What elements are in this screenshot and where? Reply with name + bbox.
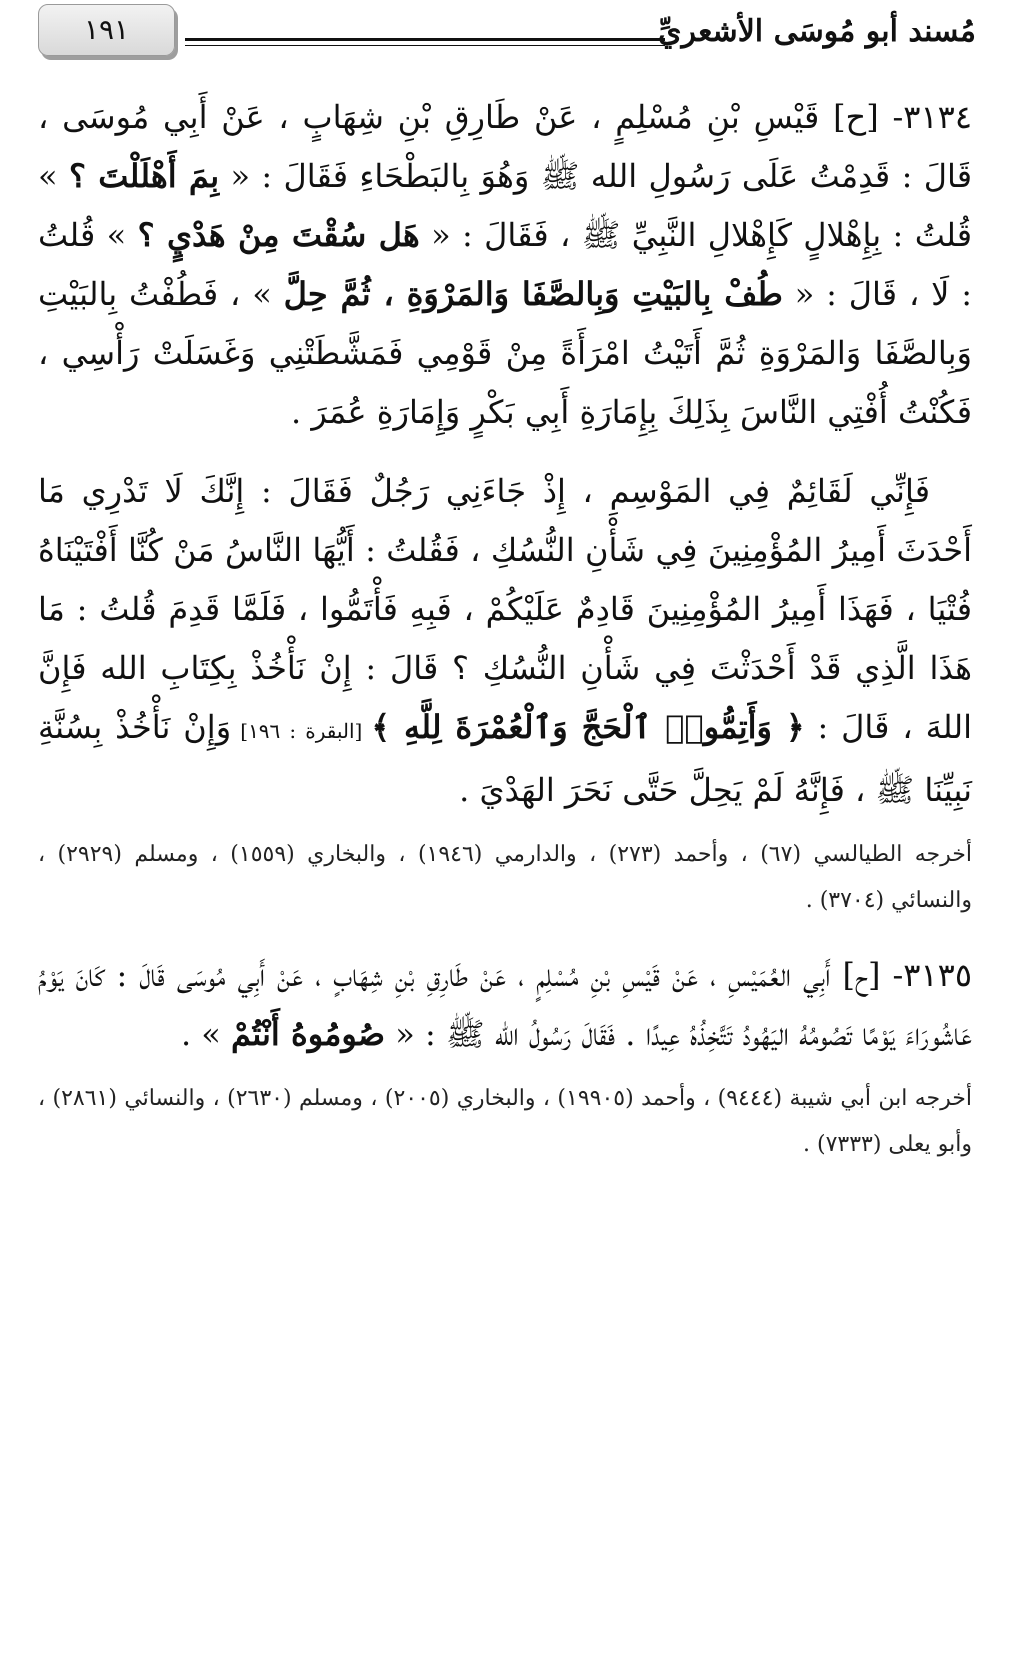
hadith-text: [ح] قَيْسِ بْنِ مُسْلِمٍ ، عَنْ طَارِقِ بْنِ شِهَابٍ ، عَنْ أَبِي مُوسَى ، قَالَ : قَدِمْتُ عَلَى رَسُولِ الله ﷺ وَهُوَ بِالبَطْحَاءِ فَقَالَ : « xyxy=(38,98,973,195)
header-rule-thin xyxy=(185,45,665,46)
hadith-3135-paragraph xyxy=(38,946,972,1064)
hadith-number: ٣١٣٤- xyxy=(892,98,972,136)
running-title: مُسند أبو مُوسَى الأشعريِّ xyxy=(658,14,976,49)
page-number: ١٩١ xyxy=(38,4,175,56)
hadith-3134-takhrij: أخرجه الطيالسي (٦٧) ، وأحمد (٢٧٣) ، والدارمي (١٩٤٦) ، والبخاري (١٥٥٩) ، ومسلم (٢٩٢٩) ، والنسائي (٣٧٠٤) . xyxy=(38,842,972,913)
hadith-text: فَإِنِّي لَقَائِمٌ فِي المَوْسِمِ ، إِذْ جَاءَنِي رَجُلٌ فَقَالَ : إِنَّكَ لَا تَدْرِي مَا أَحْدَثَ أَمِيرُ المُؤْمِنِينَ فِي شَأْنِ النُّسُكِ ، فَقُلتُ : أَيُّهَا النَّاسُ مَنْ كُنَّا أَفْتَيْنَاهُ فُتْيَا ، فَهَذَا أَمِيرُ المُؤْمِنِينَ قَادِمٌ عَلَيْكُمْ ، فَبِهِ فَأْتَمُّوا ، فَلَمَّا قَدِمَ قُلتُ : مَا هَذَا الَّذِي قَدْ أَحْدَثْتَ فِي شَأْنِ النُّسُكِ ؟ قَالَ : إِنْ نَأْخُذْ بِكِتَابِ الله فَإِنَّ اللهَ ، قَالَ : xyxy=(38,472,973,746)
hadith-text: وَإِنْ نَأْخُذْ بِسُنَّةِ نَبِيِّنَا ﷺ ، فَإِنَّهُ لَمْ يَحِلَّ حَتَّى نَحَرَ الهَدْيَ . xyxy=(38,708,972,809)
hadith-text: » قُلتُ : بِإِهْلالٍ كَإِهْلالِ النَّبِيِّ ﷺ ، فَقَالَ : « xyxy=(38,157,972,254)
prophet-quote: صُومُوهُ أَنْتُمْ xyxy=(231,1015,386,1053)
hadith-number: ٣١٣٥- xyxy=(892,956,973,994)
paragraph-gap xyxy=(38,442,972,462)
prophet-quote: هَل سُقْتَ مِنْ هَدْيٍ ؟ xyxy=(137,216,420,254)
page-content xyxy=(38,88,972,1190)
hadith-3134-paragraph-1 xyxy=(38,88,972,442)
hadith-3135-takhrij: أخرجه ابن أبي شيبة (٩٤٤٤) ، وأحمد (١٩٩٠٥) ، والبخاري (٢٠٠٥) ، ومسلم (٢٦٣٠) ، والنسائي (٢٨٦١) ، وأبو يعلى (٧٣٣٣) . xyxy=(38,1086,972,1157)
quran-reference: [البقرة : ١٩٦] xyxy=(231,719,372,743)
hadith-text: » . xyxy=(180,1015,232,1053)
hadith-text: [ح] أَبِي العُمَيْسِ ، عَنْ قَيْسِ بْنِ مُسْلِمٍ ، عَنْ طَارِقِ بْنِ شِهَابٍ ، عَنْ أَبِي مُوسَى قَالَ : كَانَ يَوْمُ عَاشُورَاءَ يَوْمًا تَصُومُهُ اليَهُودُ تَتَّخِذُهُ عِيدًا . فَقَالَ رَسُولُ الله ﷺ : « xyxy=(38,956,972,1053)
quran-verse: ﴿ وَأَتِمُّوا۟ ٱلْحَجَّ وَٱلْعُمْرَةَ لِلَّهِ ﴾ xyxy=(371,708,805,746)
hadith-3134-paragraph-2 xyxy=(38,462,972,820)
hadith-text: » ، فَطُفْتُ بِالبَيْتِ وَبِالصَّفَا وَالمَرْوَةِ ثُمَّ أَتَيْتُ امْرَأَةً مِنْ قَوْمِي فَمَشَّطَتْنِي وَغَسَلَتْ رَأْسِي ، فَكُنْتُ أُفْتِي النَّاسَ بِذَلِكَ بِإِمَارَةِ أَبِي بَكْرٍ وَإِمَارَةِ عُمَرَ . xyxy=(38,275,973,431)
prophet-quote: طُفْ بِالبَيْتِ وَبِالصَّفَا وَالمَرْوَةِ ، ثُمَّ حِلَّ xyxy=(283,275,783,313)
prophet-quote: بِمَ أَهْلَلْتَ ؟ xyxy=(68,157,220,195)
page-header xyxy=(0,0,1010,70)
header-rule-thick xyxy=(185,38,665,41)
hadith-text: » قُلتُ : لَا ، قَالَ : « xyxy=(38,216,973,313)
